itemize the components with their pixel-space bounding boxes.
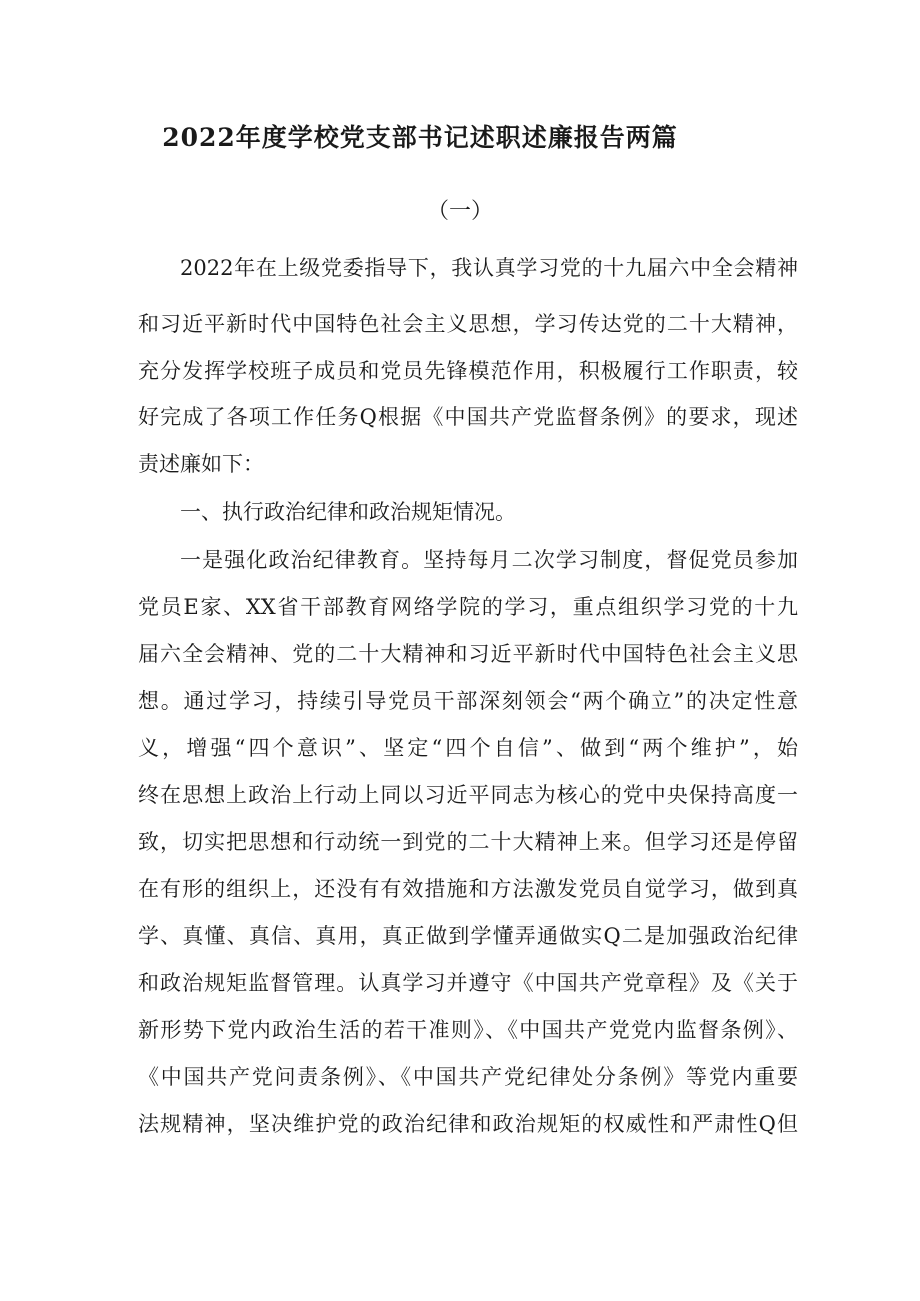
paragraph-line: 法规精神，坚决维护党的政治纪律和政治规矩的权威性和严肃性Q但	[138, 1112, 798, 1136]
paragraph-line: 好完成了各项工作任务Q根据《中国共产党监督条例》的要求，现述	[138, 405, 798, 429]
paragraph-line: 一是强化政治纪律教育。坚持每月二次学习制度，督促党员参加	[180, 548, 798, 572]
paragraph-line: 充分发挥学校班子成员和党员先锋模范作用，积极履行工作职责，较	[138, 359, 798, 383]
paragraph-line: 和习近平新时代中国特色社会主义思想，学习传达党的二十大精神，	[138, 312, 798, 336]
paragraph-line: 在有形的组织上，还没有有效措施和方法激发党员自觉学习，做到真	[138, 877, 798, 901]
section-heading: （一）	[426, 199, 493, 224]
paragraph-line: 届六全会精神、党的二十大精神和习近平新时代中国特色社会主义思	[138, 642, 798, 666]
paragraph-line: 义，增强“四个意识”、坚定“四个自信”、做到“两个维护”，始	[138, 736, 798, 760]
paragraph-line: 致，切实把思想和行动统一到党的二十大精神上来。但学习还是停留	[138, 830, 798, 854]
document-title: 2022年度学校党支部书记述职述廉报告两篇	[162, 123, 678, 152]
paragraph-line: 终在思想上政治上行动上同以习近平同志为核心的党中央保持高度一	[138, 783, 798, 807]
paragraph-line: 和政治规矩监督管理。认真学习并遵守《中国共产党章程》及《关于	[138, 971, 798, 995]
section-heading-line: 一、执行政治纪律和政治规矩情况。	[180, 500, 516, 524]
paragraph-line: 责述廉如下：	[138, 452, 264, 476]
paragraph-line: 想。通过学习，持续引导党员干部深刻领会“两个确立”的决定性意	[138, 689, 798, 713]
paragraph-line: 新形势下党内政治生活的若干准则》、《中国共产党党内监督条例》、	[138, 1018, 798, 1042]
paragraph-line: 《中国共产党问责条例》、《中国共产党纪律处分条例》等党内重要	[138, 1065, 798, 1089]
paragraph-line: 学、真懂、真信、真用，真正做到学懂弄通做实Q二是加强政治纪律	[138, 924, 798, 948]
paragraph-line: 党员E家、XX省干部教育网络学院的学习，重点组织学习党的十九	[138, 595, 798, 619]
paragraph-line: 2022年在上级党委指导下，我认真学习党的十九届六中全会精神	[180, 256, 798, 280]
